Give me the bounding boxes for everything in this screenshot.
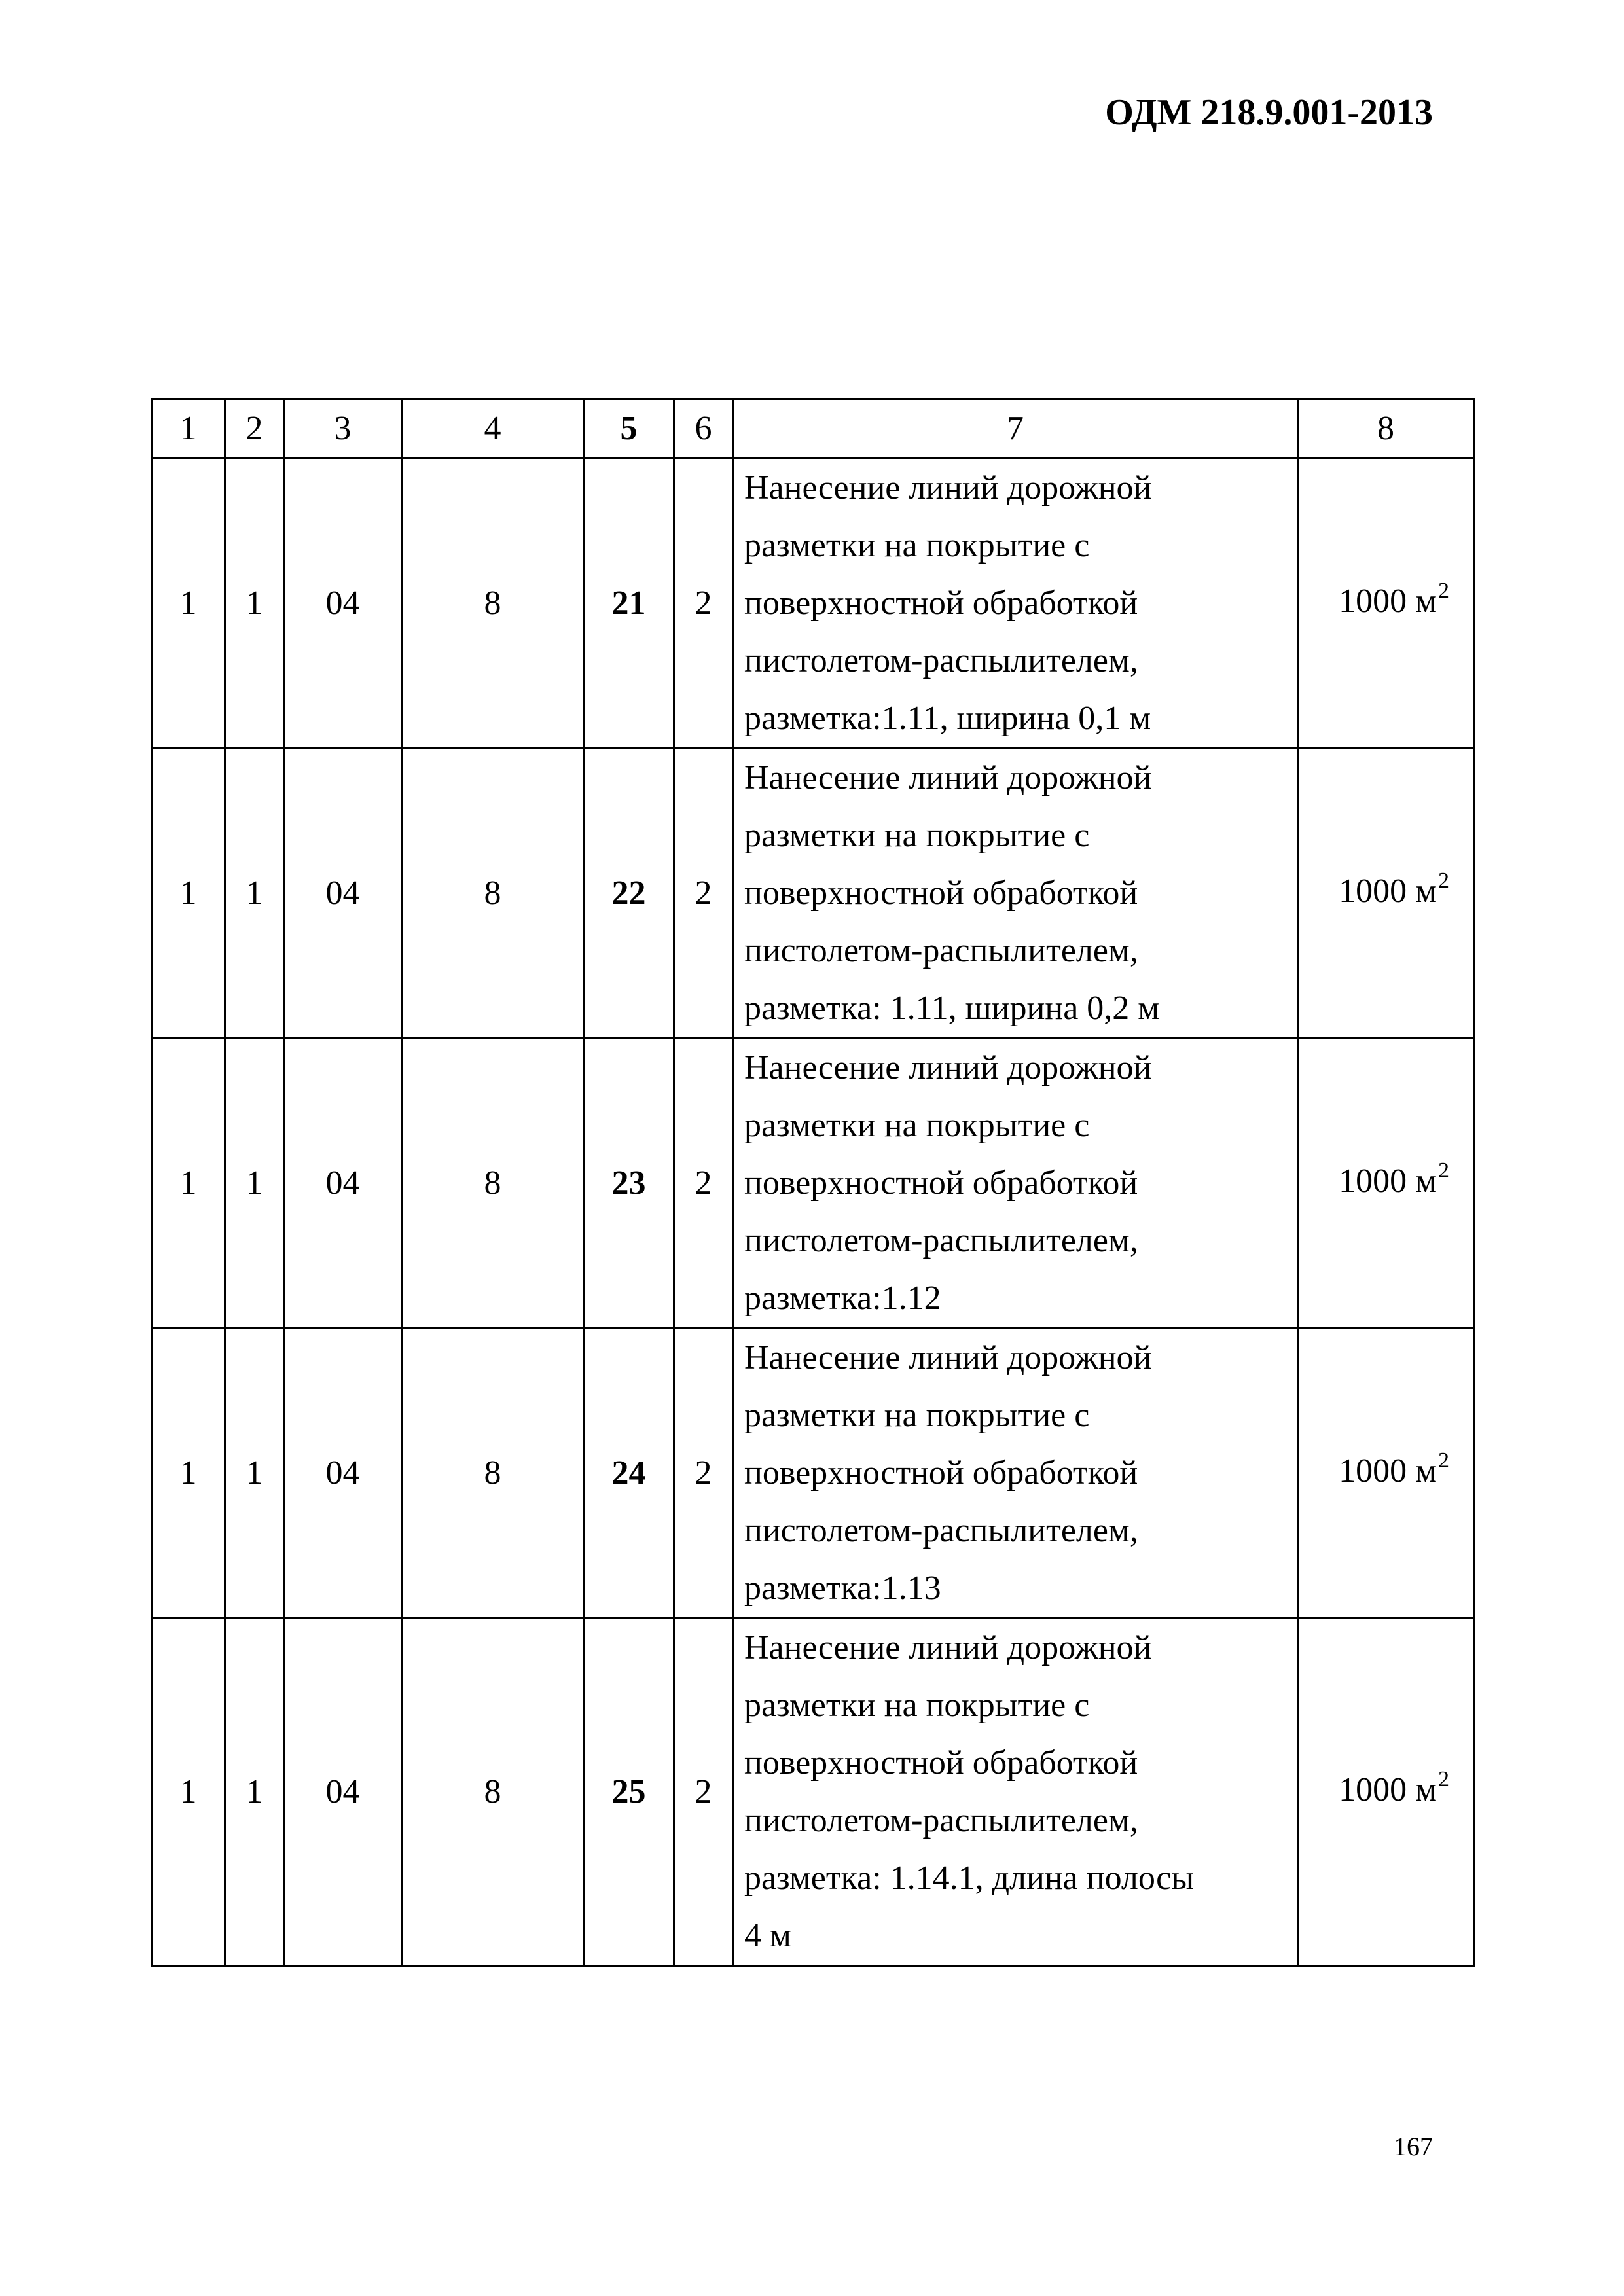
cell-unit: [1298, 1619, 1474, 1966]
unit-superscript: 2: [1438, 1767, 1449, 1791]
description-line: пистолетом-распылителем,: [744, 1512, 1138, 1549]
cell-col-2: 1: [225, 1619, 284, 1966]
cell-col-5: 24: [584, 1329, 674, 1619]
header-cell: 5: [584, 399, 674, 459]
description-line: разметки на покрытие с: [744, 527, 1090, 564]
table-row: [152, 459, 1474, 749]
description-line: разметки на покрытие с: [744, 1397, 1090, 1434]
description-line: Нанесение линий дорожной: [744, 1629, 1152, 1666]
unit-text: 1000 м: [1339, 583, 1437, 620]
cell-col-5: 22: [584, 749, 674, 1039]
cell-col-6: 2: [674, 1329, 733, 1619]
cell-col-2: 1: [225, 1329, 284, 1619]
unit-superscript: 2: [1438, 869, 1449, 893]
unit-superscript: 2: [1438, 1448, 1449, 1473]
cell-unit: [1298, 459, 1474, 749]
cell-description: [733, 1619, 1298, 1966]
cell-col-2: 1: [225, 749, 284, 1039]
description-line: пистолетом-распылителем,: [744, 932, 1138, 969]
header-cell: 4: [402, 399, 584, 459]
cell-description: [733, 1329, 1298, 1619]
classifier-table: [151, 398, 1475, 1967]
description-line: разметки на покрытие с: [744, 817, 1090, 854]
unit-text: 1000 м: [1339, 1162, 1437, 1200]
cell-col-6: 2: [674, 459, 733, 749]
cell-col-4: 8: [402, 459, 584, 749]
cell-col-1: 1: [152, 459, 225, 749]
description-line: разметка: 1.14.1, длина полосы: [744, 1859, 1195, 1897]
cell-col-5: 23: [584, 1039, 674, 1329]
cell-description: [733, 749, 1298, 1039]
description-line: поверхностной обработкой: [744, 1744, 1138, 1782]
cell-description: [733, 459, 1298, 749]
cell-col-4: 8: [402, 1619, 584, 1966]
unit-text: 1000 м: [1339, 1771, 1437, 1808]
table-row: [152, 1619, 1474, 1966]
description-line: поверхностной обработкой: [744, 874, 1138, 912]
table-row: [152, 1329, 1474, 1619]
unit-superscript: 2: [1438, 579, 1449, 603]
cell-col-3: 04: [284, 1329, 402, 1619]
document-code: ОДМ 218.9.001-2013: [1105, 92, 1433, 133]
header-cell: 3: [284, 399, 402, 459]
cell-col-1: 1: [152, 1039, 225, 1329]
cell-col-3: 04: [284, 749, 402, 1039]
cell-unit: [1298, 1039, 1474, 1329]
header-cell: 6: [674, 399, 733, 459]
cell-col-5: 21: [584, 459, 674, 749]
header-cell: 1: [152, 399, 225, 459]
table-header-row: [152, 399, 1474, 459]
table-row: [152, 749, 1474, 1039]
header-cell: 8: [1298, 399, 1474, 459]
cell-col-5: 25: [584, 1619, 674, 1966]
description-line: 4 м: [744, 1917, 791, 1954]
description-line: поверхностной обработкой: [744, 1164, 1138, 1202]
unit-text: 1000 м: [1339, 872, 1437, 910]
description-line: разметки на покрытие с: [744, 1687, 1090, 1724]
description-line: пистолетом-распылителем,: [744, 1802, 1138, 1839]
cell-col-3: 04: [284, 1619, 402, 1966]
header-cell: 2: [225, 399, 284, 459]
cell-col-4: 8: [402, 1329, 584, 1619]
cell-col-2: 1: [225, 1039, 284, 1329]
description-line: пистолетом-распылителем,: [744, 1222, 1138, 1259]
description-line: поверхностной обработкой: [744, 584, 1138, 622]
header-cell: 7: [733, 399, 1298, 459]
unit-text: 1000 м: [1339, 1452, 1437, 1490]
cell-col-4: 8: [402, 1039, 584, 1329]
page-number: 167: [1394, 2132, 1433, 2161]
unit-superscript: 2: [1438, 1158, 1449, 1183]
description-line: Нанесение линий дорожной: [744, 1339, 1152, 1376]
cell-col-6: 2: [674, 1619, 733, 1966]
description-line: пистолетом-распылителем,: [744, 642, 1138, 679]
cell-col-1: 1: [152, 749, 225, 1039]
description-line: разметка:1.11, ширина 0,1 м: [744, 700, 1151, 737]
description-line: Нанесение линий дорожной: [744, 759, 1152, 797]
cell-unit: [1298, 1329, 1474, 1619]
description-line: Нанесение линий дорожной: [744, 469, 1152, 507]
cell-description: [733, 1039, 1298, 1329]
cell-col-1: 1: [152, 1329, 225, 1619]
cell-unit: [1298, 749, 1474, 1039]
cell-col-1: 1: [152, 1619, 225, 1966]
cell-col-6: 2: [674, 1039, 733, 1329]
cell-col-4: 8: [402, 749, 584, 1039]
description-line: разметки на покрытие с: [744, 1107, 1090, 1144]
cell-col-2: 1: [225, 459, 284, 749]
description-line: разметка: 1.11, ширина 0,2 м: [744, 990, 1160, 1027]
description-line: разметка:1.12: [744, 1280, 941, 1317]
cell-col-6: 2: [674, 749, 733, 1039]
description-line: Нанесение линий дорожной: [744, 1049, 1152, 1086]
cell-col-3: 04: [284, 1039, 402, 1329]
description-line: поверхностной обработкой: [744, 1454, 1138, 1492]
table-row: [152, 1039, 1474, 1329]
cell-col-3: 04: [284, 459, 402, 749]
description-line: разметка:1.13: [744, 1570, 941, 1607]
